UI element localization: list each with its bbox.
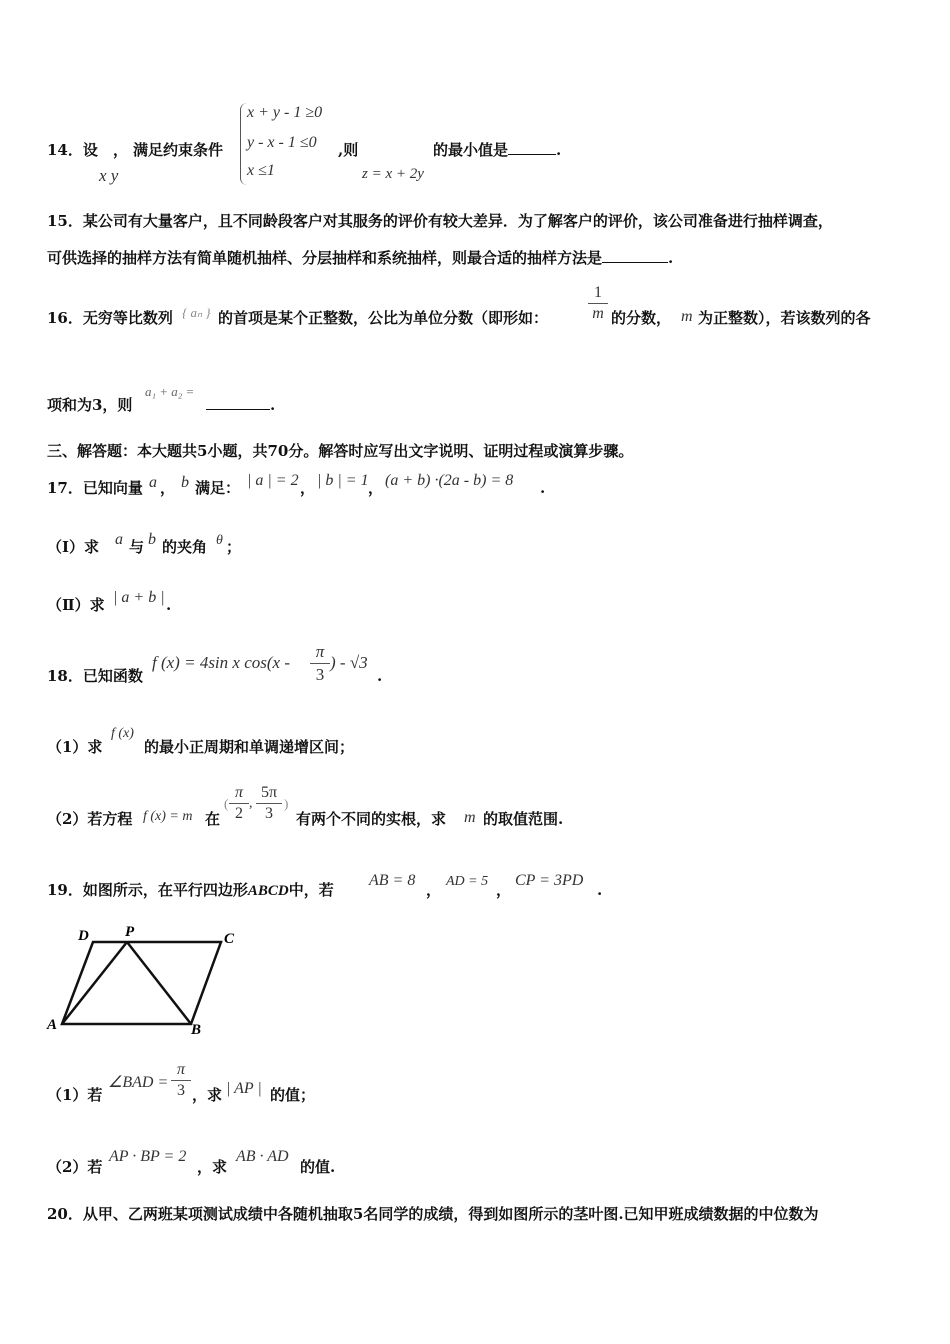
q19-part-1-bar bbox=[171, 1080, 191, 1081]
parallelogram-abcd bbox=[62, 942, 221, 1024]
q18-part-2-post: 有两个不同的实根，求 bbox=[296, 810, 447, 828]
q16-frac-bar bbox=[588, 303, 608, 304]
q17-a: a bbox=[149, 474, 157, 491]
q16-post: 为正整数），若该数列的各 bbox=[698, 309, 871, 327]
q17-part-2-expr: | a + b | bbox=[113, 589, 165, 606]
q18-part-2-frac-2 bbox=[256, 784, 282, 823]
q14-constraint-3: x ≤1 bbox=[247, 162, 275, 179]
q17-part-1-theta: θ bbox=[216, 533, 223, 548]
q15-line-2-text: 可供选择的抽样方法有简单随机抽样、分层抽样和系统抽样，则最合适的抽样方法是 bbox=[47, 249, 603, 267]
q17-comma: ， bbox=[160, 479, 176, 497]
q18-part-2-paren-l: ( bbox=[224, 796, 229, 811]
q18-part-2-eq: f (x) = m bbox=[143, 809, 193, 824]
q19-mid: 中，若 bbox=[288, 881, 334, 899]
segment-bp bbox=[127, 942, 191, 1024]
q18-part-2-post2: 的取值范围. bbox=[483, 810, 564, 828]
q15-end: . bbox=[668, 249, 674, 267]
label-a: A bbox=[47, 1017, 58, 1033]
q18-part-1-post: 的最小正周期和单调递增区间； bbox=[144, 738, 355, 756]
label-p: P bbox=[125, 924, 135, 940]
q18-part-2-num-2: 5π bbox=[260, 784, 278, 801]
q19-part-1-den: 3 bbox=[177, 1082, 185, 1099]
q17-b: b bbox=[181, 474, 189, 491]
q18-part-2-frac-1 bbox=[229, 784, 249, 823]
q14-then: ,则 bbox=[338, 141, 359, 159]
q17-part-1-label: （Ⅰ）求 bbox=[47, 538, 100, 556]
q20-line-1: 20．从甲、乙两班某项测试成绩中各随机抽取5名同学的成绩，得到如图所示的茎叶图.已知甲班成绩数据的中位数为 bbox=[47, 1205, 819, 1223]
label-c: C bbox=[224, 931, 235, 947]
label-d: D bbox=[78, 928, 89, 944]
q14-constraint-2: y - x - 1 ≤0 bbox=[247, 134, 317, 151]
q18-part-2-den-1: 2 bbox=[235, 805, 243, 822]
q19-part-1-mid: ，求 bbox=[192, 1086, 223, 1104]
q16-mid2: 的分数， bbox=[611, 309, 672, 327]
q18-f-den: 3 bbox=[315, 665, 325, 684]
q16-m: m bbox=[681, 308, 693, 325]
q19-comma-1: ， bbox=[426, 881, 442, 899]
q18-f-left: f (x) = 4sin x cos(x - bbox=[152, 653, 290, 672]
q19-abcd: ABCD bbox=[247, 883, 289, 899]
q19-cond-1: AB = 8 bbox=[369, 872, 416, 889]
q19-part-2-expr: AP · BP = 2 bbox=[109, 1148, 187, 1165]
q19-part-2-expr2: AB · AD bbox=[236, 1148, 289, 1165]
q15-line-2 bbox=[47, 248, 673, 268]
q19-part-1-post: 的值； bbox=[270, 1086, 316, 1104]
q16-frac-den: m bbox=[592, 305, 604, 322]
q17-part-1-a: a bbox=[115, 531, 123, 548]
q14-mid: 满足约束条件 bbox=[133, 141, 224, 159]
q15-blank bbox=[602, 248, 668, 263]
q17-part-1-end: ； bbox=[226, 538, 242, 556]
q17-cond-2: | b | = 1 bbox=[317, 472, 369, 489]
q16-seq: { aₙ } bbox=[182, 305, 211, 320]
q16-sum: a₁ + a₂ = bbox=[145, 384, 195, 399]
q17-cond-1: | a | = 2 bbox=[247, 472, 299, 489]
q18-part-2-bar-1 bbox=[229, 803, 249, 804]
q18-f-num: π bbox=[315, 642, 325, 661]
q16-fraction bbox=[588, 284, 608, 323]
q16-blank-line bbox=[206, 395, 275, 415]
q17-part-1-post: 的夹角 bbox=[162, 538, 208, 556]
q16-pre: 16．无穷等比数列 bbox=[47, 309, 173, 327]
q16-blank bbox=[206, 395, 270, 410]
segment-ap bbox=[62, 942, 127, 1024]
q19-pre-line bbox=[47, 880, 334, 901]
q17-part-2-label: （Ⅱ）求 bbox=[47, 596, 105, 614]
q17-part-2-end: . bbox=[166, 596, 172, 614]
q18-end: . bbox=[377, 667, 383, 685]
q14-constraint-1: x + y - 1 ≥0 bbox=[247, 104, 323, 121]
q14-number: 14． bbox=[47, 141, 83, 159]
q19-pre: 19．如图所示，在平行四边形 bbox=[47, 881, 248, 899]
q14-sep: ， bbox=[113, 141, 129, 159]
q14-end: . bbox=[556, 141, 562, 159]
q18-part-2-den-2: 3 bbox=[265, 805, 273, 822]
q19-part-1-label: （1）若 bbox=[47, 1086, 103, 1104]
q16-mid: 的首项是某个正整数，公比为单位分数（即形如： bbox=[218, 309, 549, 327]
q18-f-bar bbox=[310, 663, 330, 664]
q19-part-1-num: π bbox=[176, 1061, 185, 1078]
q14-pre: 设 bbox=[82, 141, 98, 159]
q17-part-1-and: 与 bbox=[129, 538, 145, 556]
q19-part-2-post: 的值. bbox=[300, 1158, 336, 1176]
q17-part-1-b: b bbox=[148, 531, 156, 548]
q14-blank bbox=[508, 140, 556, 155]
q19-part-1-fraction bbox=[171, 1061, 191, 1100]
q19-comma-2: ， bbox=[496, 881, 512, 899]
q14-post: 的最小值是 bbox=[433, 141, 509, 159]
q15-line-1: 15．某公司有大量客户，且不同龄段客户对其服务的评价有较大差异．为了解客户的评价，该公司准备进行抽样调查， bbox=[47, 212, 833, 230]
q14-vars: x y bbox=[99, 166, 119, 185]
q17-cond-3: (a + b) ·(2a - b) = 8 bbox=[385, 472, 514, 489]
q18-pre: 18．已知函数 bbox=[47, 667, 143, 685]
q18-part-2-comma: , bbox=[249, 796, 253, 811]
q18-part-2-m: m bbox=[464, 809, 476, 826]
section-3-heading: 三、解答题：本大题共5小题，共70分。解答时应写出文字说明、证明过程或演算步骤。 bbox=[47, 442, 634, 460]
q19-end: . bbox=[597, 881, 603, 899]
label-b: B bbox=[191, 1022, 202, 1038]
q19-part-1-expr: | AP | bbox=[226, 1080, 262, 1097]
q18-part-2-bar-2 bbox=[256, 803, 282, 804]
q16-end: . bbox=[270, 396, 276, 414]
q19-part-2-label: （2）若 bbox=[47, 1158, 103, 1176]
q18-part-2-label: （2）若方程 bbox=[47, 810, 133, 828]
q17-pre: 17．已知向量 bbox=[47, 479, 143, 497]
q18-part-2-in: 在 bbox=[205, 810, 221, 828]
q16-frac-num: 1 bbox=[594, 284, 602, 301]
q18-part-1-f: f (x) bbox=[111, 726, 134, 741]
q18-f-fraction bbox=[310, 642, 330, 685]
q18-part-1-label: （1）求 bbox=[47, 738, 103, 756]
q14-z: z = x + 2y bbox=[362, 166, 424, 182]
q17-comma-2: ， bbox=[300, 479, 316, 497]
parallelogram-figure bbox=[40, 918, 250, 1040]
q19-part-2-mid: ，求 bbox=[197, 1158, 228, 1176]
q18-part-2-paren-r: ) bbox=[284, 796, 289, 811]
q14-line bbox=[47, 140, 98, 160]
q17-sat: 满足： bbox=[195, 479, 241, 497]
q19-part-1-angle: ∠BAD = bbox=[108, 1074, 169, 1091]
q18-part-2-num-1: π bbox=[234, 784, 243, 801]
q19-cond-2: AD = 5 bbox=[446, 874, 489, 889]
q19-cond-3: CP = 3PD bbox=[515, 872, 584, 889]
q14-post-line bbox=[433, 140, 561, 160]
q17-comma-3: ， bbox=[368, 479, 384, 497]
q18-f-right: ) - √3 bbox=[330, 653, 368, 672]
q16-line-2: 项和为3，则 bbox=[47, 396, 133, 414]
q17-end: . bbox=[540, 479, 546, 497]
q14-brace bbox=[240, 103, 247, 185]
